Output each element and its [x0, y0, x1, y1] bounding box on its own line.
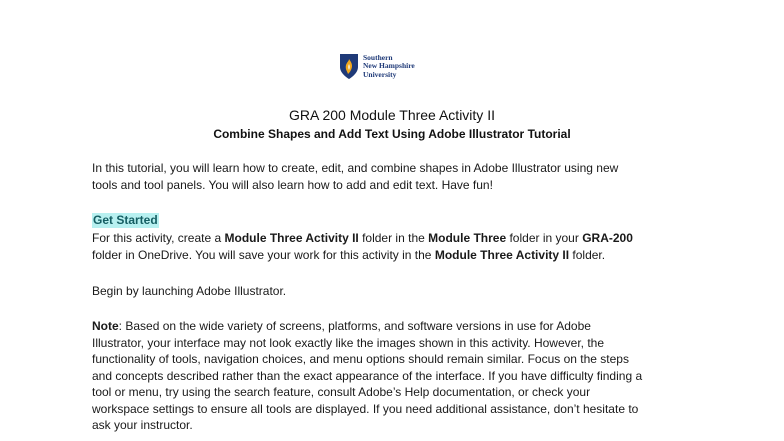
begin-paragraph: Begin by launching Adobe Illustrator.	[92, 284, 287, 298]
note-line-5: tool or menu, try using the search feature, consult Adobe’s Help documentation, or check your	[92, 385, 591, 399]
snhu-shield-icon	[339, 53, 359, 80]
document-title: GRA 200 Module Three Activity II	[289, 107, 495, 123]
logo-wordmark	[363, 54, 415, 80]
text-run: For this activity, create a	[92, 231, 225, 245]
logo-line-2: New Hampshire	[363, 61, 415, 71]
folder-name-bold: Module Three Activity II	[434, 247, 570, 262]
note-line-1	[92, 318, 694, 335]
note-paragraph	[92, 318, 694, 434]
document-subtitle: Combine Shapes and Add Text Using Adobe Illustrator Tutorial	[213, 127, 571, 141]
note-line-2: Illustrator, your interface may not look exactly like the images shown in this activity. However, the	[92, 335, 605, 350]
text-run: : Based on the wide variety of screens, platforms, and software versions in use for Adobe	[118, 319, 591, 333]
intro-line-2: tools and tool panels. You will also learn how to add and edit text. Have fun!	[92, 177, 493, 192]
intro-line-1: In this tutorial, you will learn how to create, edit, and combine shapes in Adobe Illustrator using new	[92, 161, 619, 175]
folder-name-bold: Module Three	[428, 231, 507, 245]
get-started-heading: Get Started	[93, 213, 158, 227]
snhu-logo	[339, 53, 415, 80]
note-line-3: functionality of tools, navigation choices, and menu options should remain similar. Focus on the steps	[92, 352, 629, 366]
get-started-line-2	[92, 247, 694, 264]
note-line-6: workspace settings to ensure all tools are displayed. If you need additional assistance, don’t hesitate to	[92, 401, 639, 416]
folder-name-bold: GRA-200	[582, 231, 633, 245]
logo-line-1: Southern	[363, 52, 393, 62]
logo-line-3: University	[363, 69, 397, 79]
get-started-paragraph	[92, 230, 694, 263]
intro-paragraph	[92, 160, 694, 193]
note-label: Note	[92, 319, 119, 333]
folder-name-bold: Module Three Activity II	[224, 231, 359, 245]
get-started-line-1	[92, 230, 694, 247]
text-run: folder in OneDrive. You will save your work for this activity in the	[92, 247, 435, 262]
text-run: folder in the	[358, 231, 429, 245]
note-line-7: ask your instructor.	[92, 418, 193, 432]
note-line-4: and concepts described rather than the exact appearance of the interface. If you have difficulty finding a	[92, 368, 643, 383]
text-run: folder.	[569, 247, 606, 262]
text-run: folder in your	[506, 231, 583, 245]
